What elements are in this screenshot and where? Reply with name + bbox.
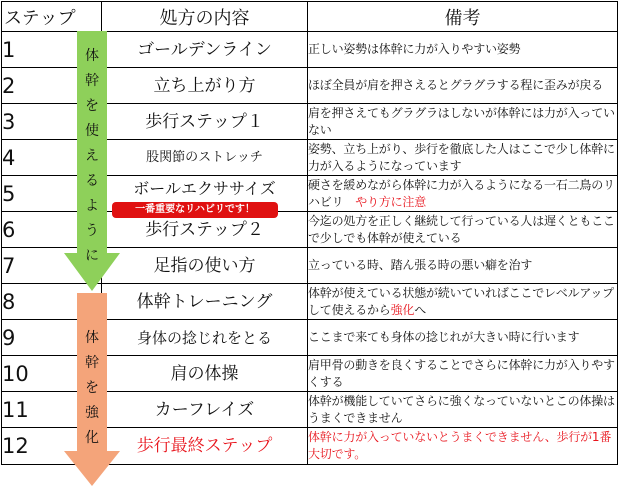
step-note: 肩甲骨の動きを良くすることでさらに体幹に力が入りやすくする [308,356,618,392]
step-note-highlight: 強化 [390,302,415,317]
step-note-warning: やり方に注意 [355,194,427,209]
orange-arrow-label: 体 幹 を 強 化 [85,330,99,446]
step-name: 体幹トレーニング [102,284,308,320]
step-number: 4 [2,140,102,176]
step-name: ゴールデンライン [102,32,308,68]
step-note [308,176,618,212]
step-name: 肩の体操 [102,356,308,392]
step-name: 足指の使い方 [102,248,308,284]
header-step: ステップ [2,2,102,32]
step-note: ここまで来ても身体の捻じれが大きい時に行います [308,320,618,356]
step-note: 立っている時、踏ん張る時の悪い癖を治す [308,248,618,284]
step-number: 11 [2,392,102,428]
step-number: 6 [2,212,102,248]
step-note: ほぼ全員が肩を押さえるとグラグラする程に歪みが戻る [308,68,618,104]
step-number: 3 [2,104,102,140]
header-content: 処方の内容 [102,2,308,32]
step-number: 1 [2,32,102,68]
step-name: 歩行ステップ１ [102,104,308,140]
step-number: 5 [2,176,102,212]
step-note-tail: へ [414,302,427,317]
green-arrow-label: 体 幹 を 使 え る よ う に [85,48,99,264]
header-notes: 備考 [308,2,618,32]
step-note: 体幹が機能していてさらに強くなっていないとこの体操はうまくできません [308,392,618,428]
step-name: 股関節のストレッチ [102,140,308,176]
step-note [308,284,618,320]
step-note: 体幹に力が入っていないとうまくできません、歩行が1番大切です。 [308,428,618,465]
step-number: 10 [2,356,102,392]
step-name: 歩行最終ステップ [102,428,308,465]
step-note-text: 体幹が使えている状態が続いていればここでレベルアップして使えるから [308,285,614,317]
step-number: 2 [2,68,102,104]
step-name: 立ち上がり方 [102,68,308,104]
step-name: 歩行ステップ２ [102,212,308,248]
step-number: 9 [2,320,102,356]
step-note: 今迄の処方を正しく継続して行っている人は遅くともここで少しでも体幹が使えている [308,212,618,248]
important-badge: 一番重要なリハビリです！ [112,202,278,218]
step-number: 8 [2,284,102,320]
step-note: 正しい姿勢は体幹に力が入りやすい姿勢 [308,32,618,68]
step-name: ボールエクササイズ [102,176,308,212]
step-number: 12 [2,428,102,465]
step-note: 姿勢、立ち上がり、歩行を徹底した人はここで少し体幹に力が入るようになっています [308,140,618,176]
step-number: 7 [2,248,102,284]
step-note: 肩を押さえてもグラグラはしないが体幹には力が入っていない [308,104,618,140]
step-note-text: 硬さを緩めながら体幹に力が入るようになる一石二鳥のリハビリ [308,177,615,209]
step-name: カーフレイズ [102,392,308,428]
header-row [2,2,618,32]
step-name: 身体の捻じれをとる [102,320,308,356]
